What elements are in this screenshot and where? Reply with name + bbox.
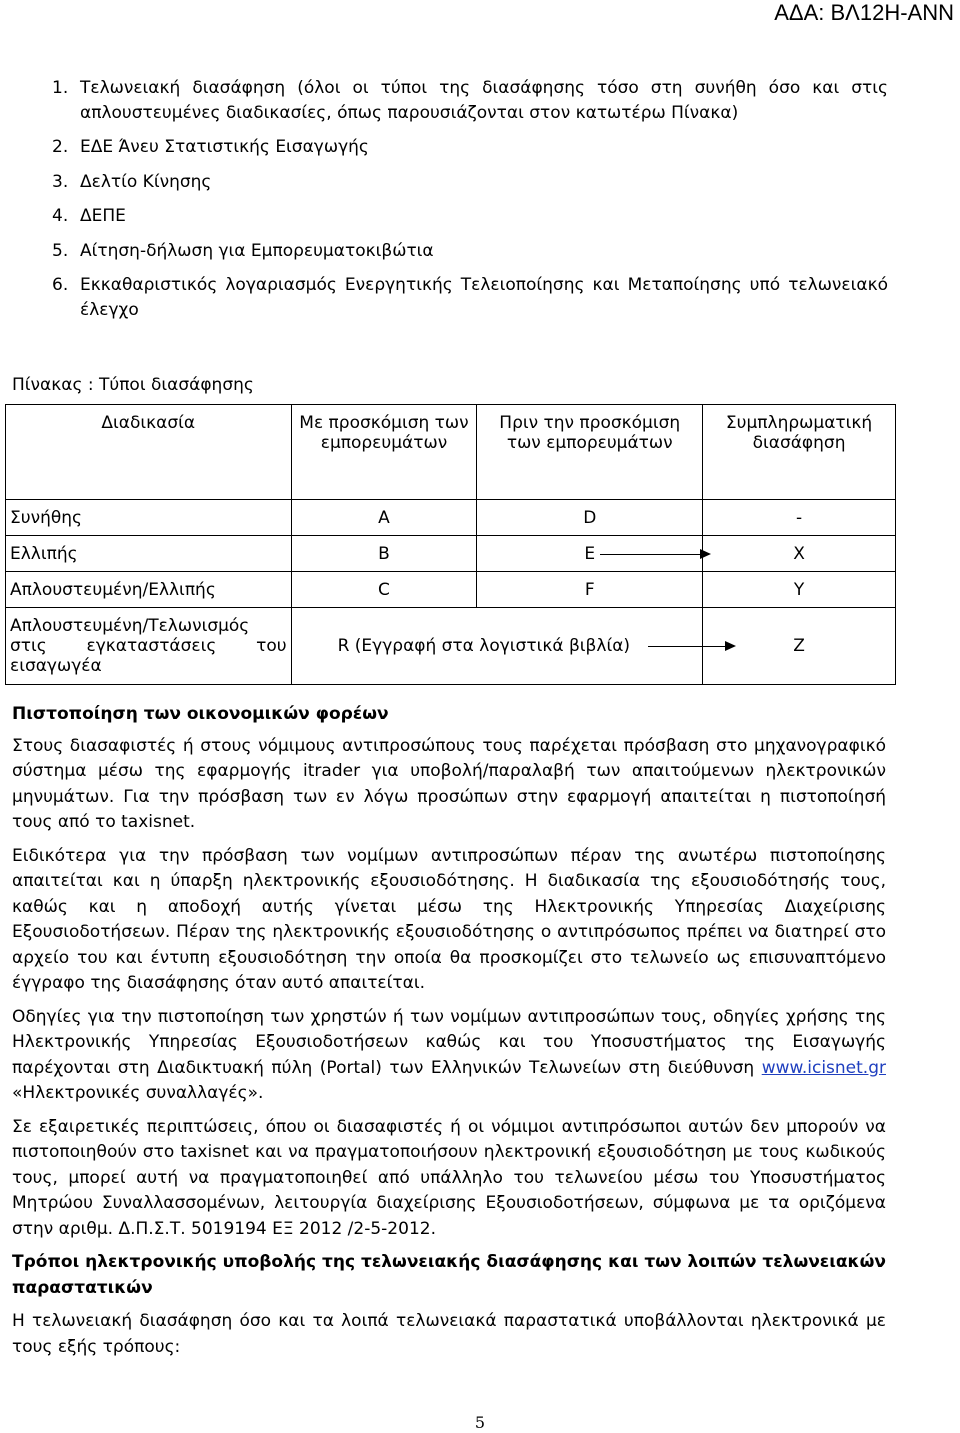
header-supplementary: Συμπληρωματική διασάφηση: [703, 405, 896, 500]
table-row: Απλουστευμένη/Τελωνισμός στις εγκαταστάσεις του εισαγωγέα R (Εγγραφή στα λογιστικά βιβλία) Z: [6, 608, 896, 685]
header-before-presentation: Πριν την προσκόμιση των εμπορευμάτων: [477, 405, 703, 500]
icisnet-link[interactable]: www.icisnet.gr: [761, 1057, 886, 1078]
arrow-icon: [600, 554, 709, 555]
section-heading: Τρόποι ηλεκτρονικής υποβολής της τελωνειακής διασάφησης και των λοιπών τελωνειακών παραστατικών: [12, 1252, 886, 1298]
list-item: 1. Τελωνειακή διασάφηση (όλοι οι τύποι της διασάφησης τόσο στη συνήθη όσο και στις απλουστευμένες διαδικασίες, όπως παρουσιάζονται στον κατωτέρω Πίνακα): [52, 78, 888, 123]
table-row: Συνήθης A D -: [6, 500, 896, 536]
paragraph: Η τελωνειακή διασάφηση όσο και τα λοιπά τελωνειακά παραστατικά υποβάλλονται ηλεκτρονικά με τους εξής τρόπους:: [12, 1311, 886, 1357]
list-item: 2. ΕΔΕ Άνευ Στατιστικής Εισαγωγής: [52, 137, 369, 157]
arrow-icon: [648, 646, 734, 647]
ada-code: ΑΔΑ: ΒΛ12Η-ΑΝΝ: [774, 0, 954, 25]
list-item: 3. Δελτίο Κίνησης: [52, 171, 212, 192]
header-with-presentation: Με προσκόμιση των εμπορευμάτων: [291, 405, 477, 500]
paragraph: Στους διασαφιστές ή στους νόμιμους αντιπροσώπους τους παρέχεται πρόσβαση στο μηχανογραφικό σύστημα μέσω της εφαρμογής itrader για υποβολή/παραλαβή των απαιτούμενων ηλεκτρονικών μηνυμάτων. Για την πρόσβαση των εν λόγω προσώπων στην εφαρμογή απαιτείται η πιστοποίησή τους από το taxisnet.: [12, 735, 886, 832]
table-row: Ελλιπής B E X: [6, 536, 896, 572]
page-number: 5: [474, 1413, 486, 1432]
table-caption: Πίνακας : Τύποι διασάφησης: [12, 375, 254, 395]
paragraph: Σε εξαιρετικές περιπτώσεις, όπου οι διασαφιστές ή οι νόμιμοι αντιπρόσωποι αυτών δεν μπορούν να πιστοποιηθούν στο taxisnet και να πραγματοποιήσουν ηλεκτρονική εξουσιοδότηση με τους κωδικούς τους, μπορεί αυτή να πραγματοποιηθεί από υπάλληλο του τελωνείου μέσω του Υποσυστήματος Μητρώου Συναλλασσομένων, λειτουργία διαχείρισης Εξουσιοδοτήσεων, σύμφωνα με τα οριζόμενα στην αριθμ. Δ.Π.Σ.Τ. 5019194 ΕΞ 2012 /2-5-2012.: [12, 1116, 886, 1239]
declaration-types-table: [5, 404, 896, 685]
paragraph: Οδηγίες για την πιστοποίηση των χρηστών ή των νομίμων αντιπροσώπων τους, οδηγίες χρήσης της Ηλεκτρονικής Υπηρεσίας Εξουσιοδοτήσεων καθώς και του Υποσυστήματος της Εισαγωγής παρέχονται στη Διαδικτυακή πύλη (Portal) των Ελληνικών Τελωνείων στη διεύθυνση www.icisnet.gr «Ηλεκτρονικές συναλλαγές».: [12, 1006, 886, 1103]
document-list: [12, 76, 888, 332]
paragraph: Ειδικότερα για την πρόσβαση των νομίμων αντιπροσώπων πέραν της ανωτέρω πιστοποίησης απαιτείται και η ύπαρξη ηλεκτρονικής εξουσιοδότησης. Η διαδικασία της εξουσιοδότησής τους, καθώς και η αποδοχή αυτής γίνεται μέσω της Ηλεκτρονικής Υπηρεσίας Διαχείρισης Εξουσιοδοτήσεων. Πέραν της ηλεκτρονικής εξουσιοδότησης ο αντιπρόσωπος πρέπει να διατηρεί στο αρχείο του και έντυπη εξουσιοδότηση την οποία θα προσκομίζει στο τελωνείο ως επισυναπτόμενο έγγραφο της διασάφησης όταν αυτό απαιτείται.: [12, 845, 886, 993]
section-heading: Πιστοποίηση των οικονομικών φορέων: [12, 704, 389, 724]
list-item: 5. Αίτηση-δήλωση για Εμπορευματοκιβώτια: [52, 240, 434, 261]
list-item: 4. ΔΕΠΕ: [52, 206, 126, 226]
table-row: Απλουστευμένη/Ελλιπής C F Y: [6, 572, 896, 608]
list-item: 6. Εκκαθαριστικός λογαριασμός Ενεργητικής Τελειοποίησης και Μεταποίησης υπό τελωνειακό έλεγχο: [52, 275, 888, 320]
table-header-row: [6, 405, 896, 500]
header-procedure: Διαδικασία: [6, 405, 292, 500]
cert-section: [12, 702, 886, 1360]
